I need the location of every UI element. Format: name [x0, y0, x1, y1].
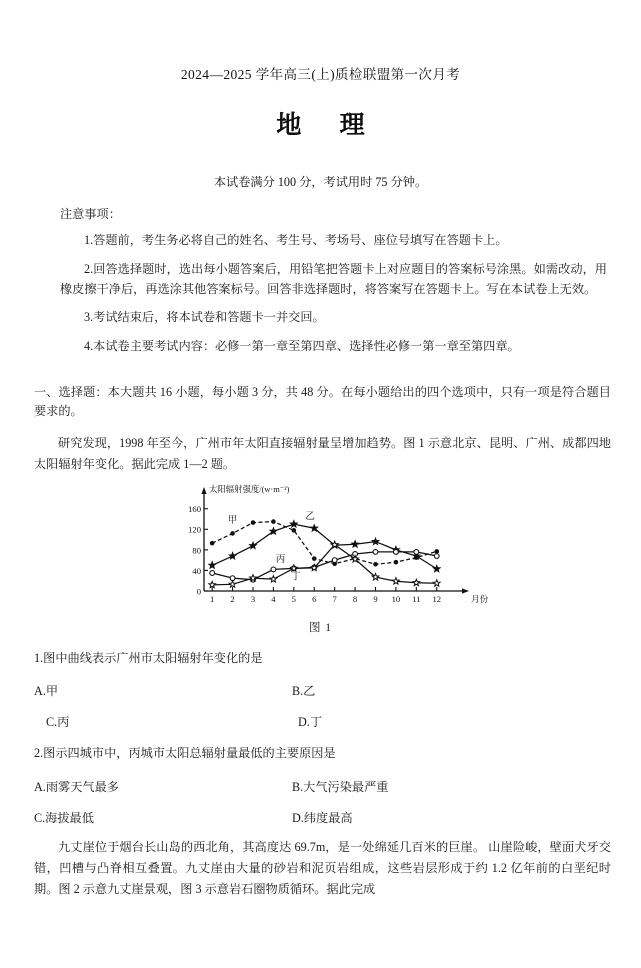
series-丁 [208, 541, 439, 587]
notice-item-4: 4.本试卷主要考试内容：必修一第一章至第四章、选择性必修一第一章至第四章。 [84, 339, 520, 354]
passage-2: 九丈崖位于烟台长山岛的西北角，其高度达 69.7m，是一处绵延几百米的巨崖。 山崖险峻，壁面犬牙交错，凹槽与凸脊相互叠置。九丈崖由大量的砂岩和泥页岩组成，这些岩层形成于约 1.2 亿年前的白垩纪时期。图 2 示意九丈崖景观，图 3 示意岩石圈物质循环。据此完成 [34, 839, 611, 896]
svg-text:7: 7 [332, 593, 337, 604]
question-2-option-a[interactable]: A.雨雾天气最多 [34, 779, 119, 794]
passage-1: 研究发现，1998 年至今，广州市年太阳直接辐射量呈增加趋势。图 1 示意北京、昆明、广州、成都四地太阳辐射年变化。据此完成 1—2 题。 [34, 435, 611, 471]
figure-1-caption: 图 1 [308, 621, 333, 634]
question-1-option-b[interactable]: B.乙 [292, 684, 316, 699]
series-甲 [209, 515, 438, 566]
svg-text:5: 5 [291, 593, 296, 604]
svg-text:3: 3 [250, 593, 255, 604]
question-1-option-c[interactable]: C.丙 [46, 715, 70, 730]
svg-text:丁: 丁 [290, 571, 301, 583]
svg-text:10: 10 [391, 593, 400, 604]
svg-text:160: 160 [187, 503, 201, 514]
svg-text:11: 11 [411, 593, 420, 604]
notice-item-3: 3.考试结束后，将本试卷和答题卡一并交回。 [84, 310, 325, 325]
svg-text:1: 1 [209, 593, 214, 604]
notice-item-2: 2.回答选择题时，选出每小题答案后，用铅笔把答题卡上对应题目的答案标号涂黑。如需改动，用橡皮擦干净后，再选涂其他答案标号。回答非选择题时，将答案写在答题卡上。写在本试卷上无效。 [60, 261, 607, 296]
svg-text:80: 80 [191, 545, 201, 556]
svg-text:丙: 丙 [275, 554, 285, 566]
notice-item-1: 1.答题前，考生务必将自己的姓名、考生号、考场号、座位号填写在答题卡上。 [84, 233, 508, 247]
svg-text:0: 0 [196, 586, 201, 597]
svg-text:乙: 乙 [304, 510, 315, 522]
svg-text:8: 8 [352, 593, 357, 604]
exam-page [0, 63, 641, 968]
question-1-stem: 1.图中曲线表示广州市太阳辐射年变化的是 [34, 650, 263, 665]
svg-text:甲: 甲 [227, 514, 237, 526]
solar-radiation-line-chart [171, 483, 488, 618]
question-1-options-row-1 [34, 682, 619, 699]
question-2-options-row-2 [34, 809, 619, 826]
svg-text:40: 40 [191, 565, 201, 576]
svg-text:太阳辐射强度/(w·m⁻²): 太阳辐射强度/(w·m⁻²) [208, 484, 289, 494]
subject-title: 地 理 [276, 112, 381, 139]
figure-1 [22, 483, 619, 635]
svg-text:2: 2 [229, 593, 235, 604]
svg-text:月份: 月份 [470, 593, 488, 604]
question-1-options-row-2 [34, 713, 619, 730]
question-1-option-d[interactable]: D.丁 [298, 715, 323, 730]
score-line: 本试卷满分 100 分，考试用时 75 分钟。 [213, 175, 428, 189]
svg-text:4: 4 [270, 593, 276, 604]
question-2-options-row-1 [34, 778, 619, 795]
question-2-option-b[interactable]: B.大气污染最严重 [292, 779, 389, 794]
series-丙 [209, 549, 438, 582]
svg-text:6: 6 [311, 593, 316, 604]
exam-title: 2024—2025 学年高三(上)质检联盟第一次月考 [180, 67, 461, 82]
series-乙 [208, 511, 439, 572]
question-2-stem: 2.图示四城市中，丙城市太阳总辐射量最低的主要原因是 [34, 746, 336, 761]
svg-text:12: 12 [431, 593, 441, 604]
notice-heading: 注意事项： [60, 207, 121, 221]
svg-text:9: 9 [372, 593, 378, 604]
question-1-option-a[interactable]: A.甲 [34, 684, 59, 699]
question-2-option-c[interactable]: C.海拔最低 [34, 810, 94, 825]
question-2-option-d[interactable]: D.纬度最高 [292, 810, 353, 825]
svg-text:120: 120 [187, 524, 201, 535]
section-one-heading: 一、选择题：本大题共 16 小题，每小题 3 分，共 48 分。在每小题给出的四个选项中，只有一项是符合题目要求的。 [34, 384, 611, 419]
